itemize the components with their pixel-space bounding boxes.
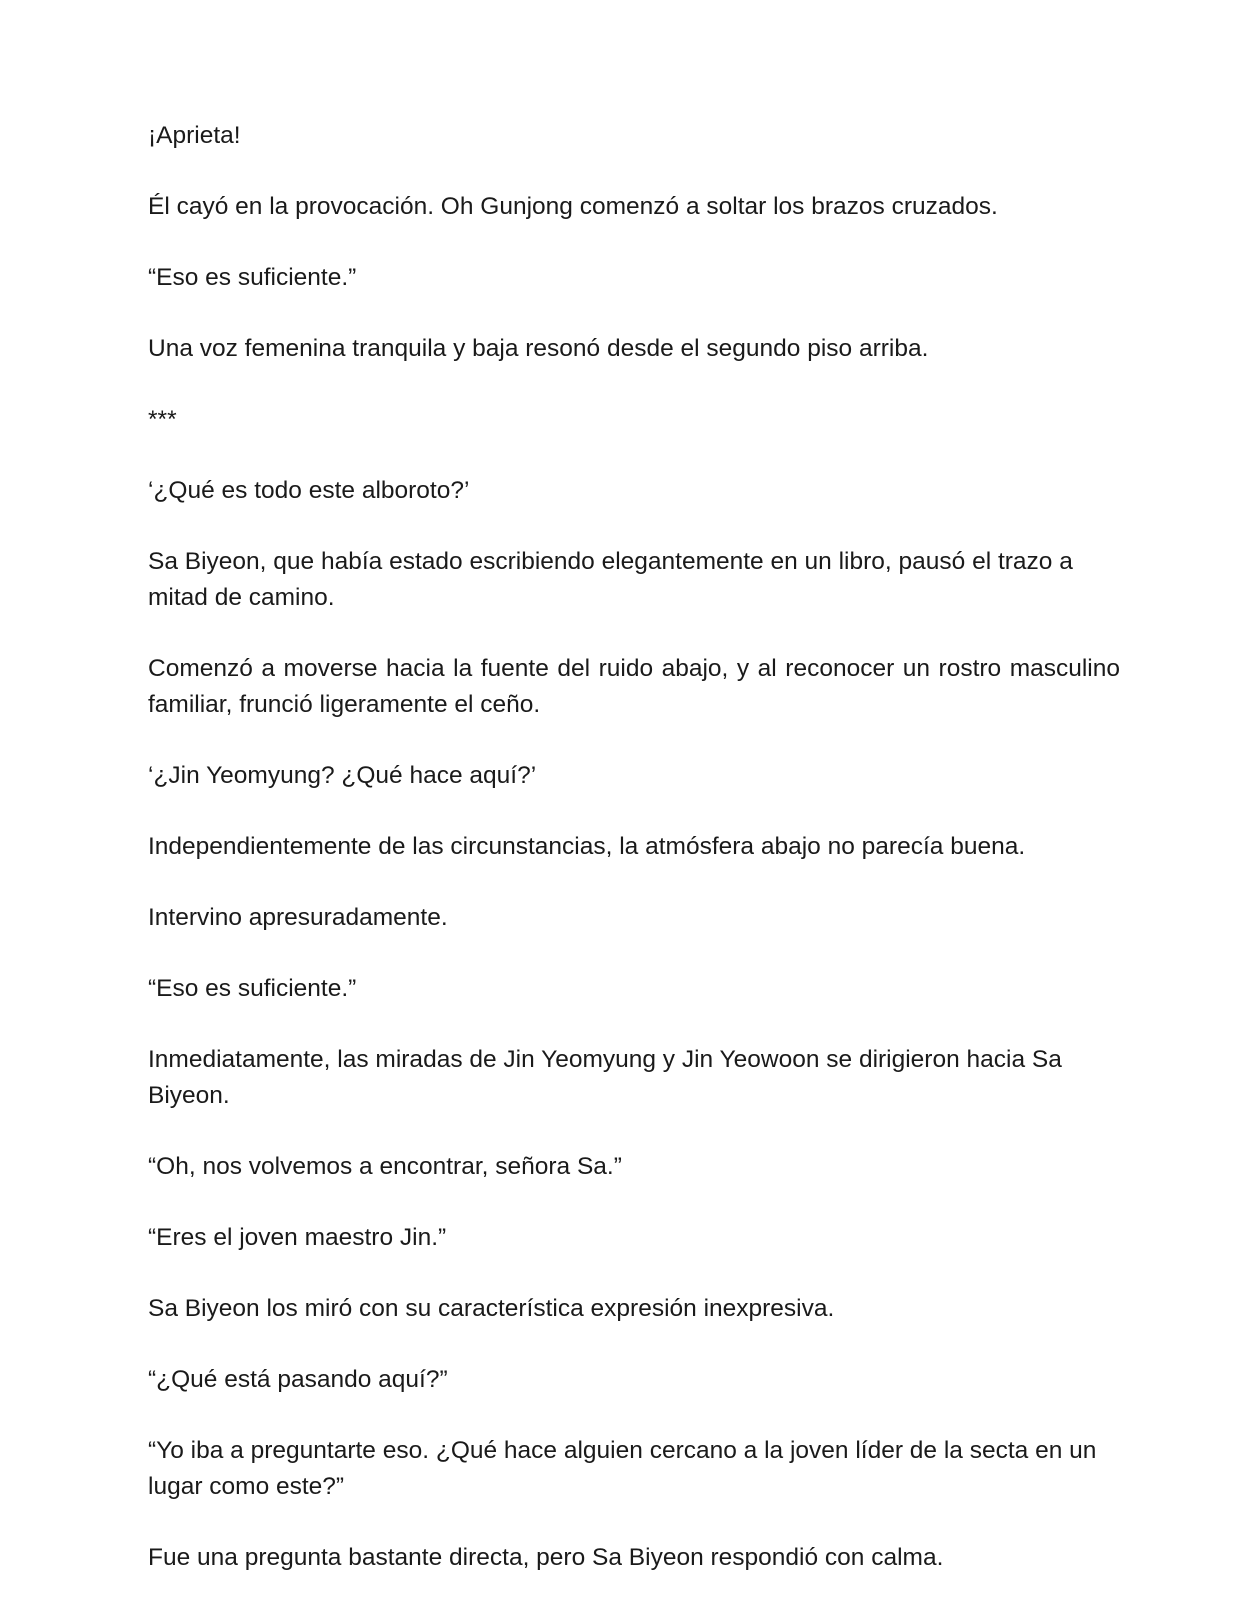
paragraph: Fue una pregunta bastante directa, pero Sa Biyeon respondió con calma.: [148, 1544, 944, 1571]
paragraph-thought: ‘¿Qué es todo este alboroto?’: [148, 477, 470, 504]
paragraph: Sa Biyeon, que había estado escribiendo elegantemente en un libro, pausó el trazo a mitad de camino.: [148, 548, 1073, 611]
paragraph-dialogue: “Yo iba a preguntarte eso. ¿Qué hace alguien cercano a la joven líder de la secta en un lugar como este?”: [148, 1437, 1097, 1500]
paragraph-thought: ‘¿Jin Yeomyung? ¿Qué hace aquí?’: [148, 762, 537, 789]
paragraph-dialogue: “¿Qué está pasando aquí?”: [148, 1366, 448, 1393]
paragraph: Intervino apresuradamente.: [148, 904, 448, 931]
paragraph: Una voz femenina tranquila y baja resonó desde el segundo piso arriba.: [148, 335, 929, 362]
paragraph: Independientemente de las circunstancias, la atmósfera abajo no parecía buena.: [148, 833, 1026, 860]
paragraph-dialogue: “Eso es suficiente.”: [148, 975, 357, 1002]
paragraph: Sa Biyeon los miró con su característica expresión inexpresiva.: [148, 1295, 835, 1322]
paragraph-exclamation: ¡Aprieta!: [148, 122, 241, 149]
scene-break: ***: [148, 406, 177, 433]
paragraph-dialogue: “Eso es suficiente.”: [148, 264, 357, 291]
paragraph: Comenzó a moverse hacia la fuente del ruido abajo, y al reconocer un rostro masculino familiar, frunció ligeramente el ceño.: [148, 655, 1120, 718]
paragraph: Él cayó en la provocación. Oh Gunjong comenzó a soltar los brazos cruzados.: [148, 193, 998, 220]
text-body: [148, 118, 1120, 1611]
paragraph-dialogue: “Oh, nos volvemos a encontrar, señora Sa.”: [148, 1153, 622, 1180]
paragraph-dialogue: “Eres el joven maestro Jin.”: [148, 1224, 447, 1251]
paragraph: Inmediatamente, las miradas de Jin Yeomyung y Jin Yeowoon se dirigieron hacia Sa Biyeon.: [148, 1046, 1062, 1109]
